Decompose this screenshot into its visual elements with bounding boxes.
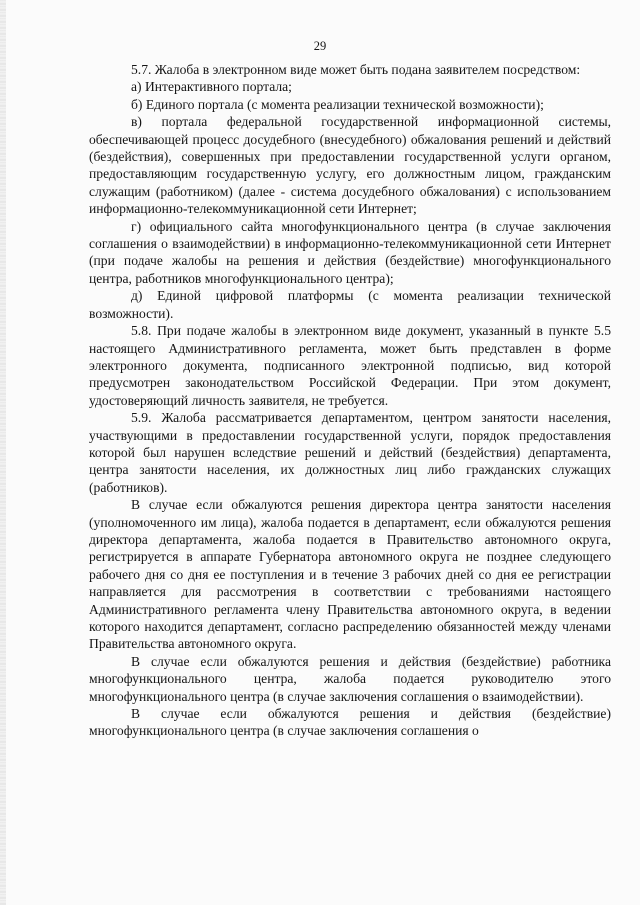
list-item-g: г) официального сайта многофункционального центра (в случае заключения соглашения о взаимодействии) в информационно-телекоммуникационной сети Интернет (при подаче жалобы на решения и действия (бездействие) многофункционального центра, работников многофункционального центра); [89,218,611,286]
list-item-b: б) Единого портала (с момента реализации технической возможности); [131,96,544,112]
scan-edge [0,0,6,905]
paragraph-5-7: 5.7. Жалоба в электронном виде может быть подана заявителем посредством: [131,62,581,77]
paragraph-5-9: 5.9. Жалоба рассматривается департаментом, центром занятости населения, участвующими в предоставлении государственной услуги, порядок предоставления которой был нарушен вследствие решений и действий (бездействия) департамента, центра занятости населения, их должностных лиц либо гражданских служащих (работников). [89,410,611,495]
list-item-v: в) портала федеральной государственной информационной системы, обеспечивающей процесс досудебного (внесудебного) обжалования решений и действий (бездействия), совершенных при предоставлении государственной услуги органом, предоставляющим государственную услугу, его должностным лицом, гражданским служащим (работником) (далее - система досудебного обжалования) с использованием информационно-телекоммуникационной сети Интернет; [89,114,611,217]
document-body [89,61,611,740]
list-item-a: а) Интерактивного портала; [131,79,292,95]
paragraph-mfc-worker-complaint: В случае если обжалуются решения и действия (бездействие) работника многофункционального центра, жалоба подается руководителю этого многофункционального центра (в случае заключения соглашения о взаимодействии). [89,653,611,704]
list-item-d: д) Единой цифровой платформы (с момента реализации технической возможности). [89,288,611,321]
paragraph-director-complaint: В случае если обжалуются решения директора центра занятости населения (уполномоченного им лица), жалоба подается в департамент, если обжалуются решения директора департамента, жалоба подается в Правительство автономного округа, регистрируется в аппарате Губернатора автономного округа не позднее следующего рабочего дня со дня ее поступления и в течение 3 рабочих дней со дня ее регистрации направляется для рассмотрения в соответствии с требованиями настоящего Административного регламента члену Правительства автономного округа, в ведении которого находится департамент, согласно распределению обязанностей между членами Правительства автономного округа. [89,497,611,652]
paragraph-5-8: 5.8. При подаче жалобы в электронном виде документ, указанный в пункте 5.5 настоящего Административного регламента, может быть представлен в форме электронного документа, подписанного электронной подписью, вид которой предусмотрен законодательством Российской Федерации. При этом документ, удостоверяющий личность заявителя, не требуется. [89,323,611,408]
page-number: 29 [313,39,327,53]
paragraph-mfc-complaint: В случае если обжалуются решения и действия (бездействие) многофункционального центра (в случае заключения соглашения о [89,706,611,739]
